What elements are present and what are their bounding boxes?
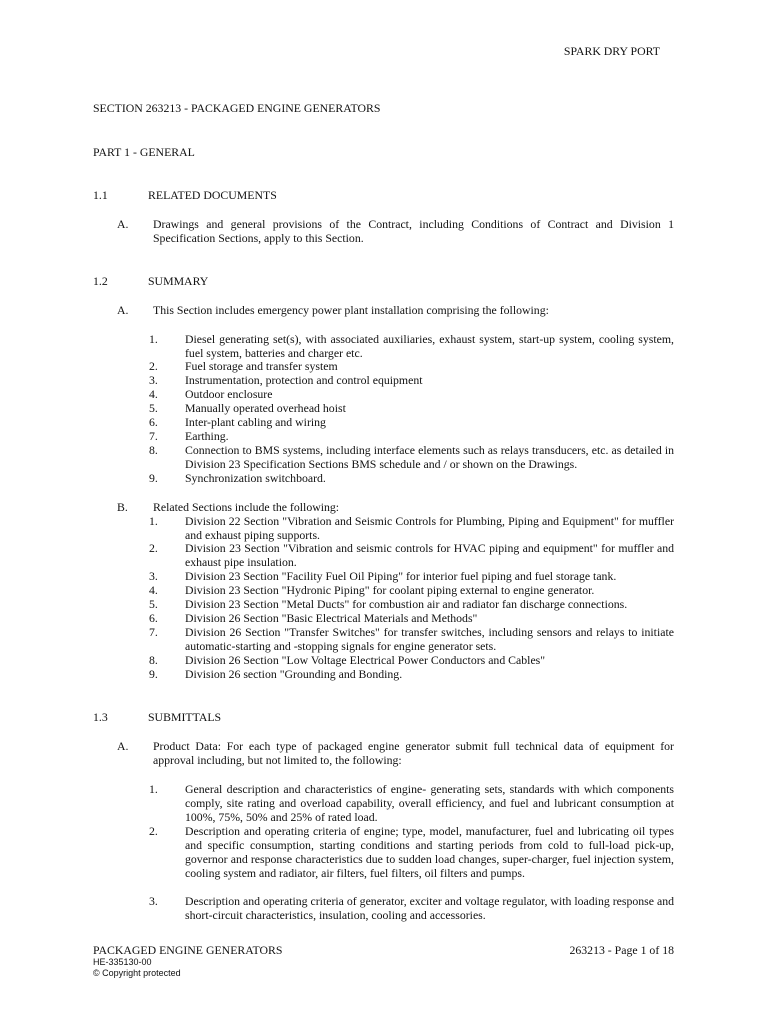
paragraph-text: Related Sections include the following: <box>153 500 340 514</box>
item-number: 9. <box>149 471 158 485</box>
item-number: 5. <box>149 401 158 415</box>
item-number: 3. <box>149 569 158 583</box>
item-number: 1. <box>149 782 158 796</box>
paragraph-text: This Section includes emergency power plant installation comprising the following: <box>153 303 549 317</box>
article-title: SUMMARY <box>148 274 209 288</box>
footer-page-number: 263213 - Page 1 of 18 <box>569 943 674 957</box>
item-text: Connection to BMS systems, including interface elements such as relays transducers, etc. as detailed in Division 23 Specification Sections BMS schedule and / or shown on the Drawings. <box>185 443 674 471</box>
section-title: SECTION 263213 - PACKAGED ENGINE GENERATORS <box>93 101 381 115</box>
item-number: 5. <box>149 597 158 611</box>
item-number: 4. <box>149 583 158 597</box>
item-number: 8. <box>149 443 158 457</box>
item-number: 6. <box>149 611 158 625</box>
item-text: Division 23 Section "Hydronic Piping" for coolant piping external to engine generator. <box>185 583 595 597</box>
paragraph-letter: B. <box>117 500 128 514</box>
item-number: 6. <box>149 415 158 429</box>
item-text: Division 26 Section "Basic Electrical Materials and Methods" <box>185 611 478 625</box>
item-number: 7. <box>149 429 158 443</box>
part-title: PART 1 - GENERAL <box>93 145 195 159</box>
item-text: Division 23 Section "Metal Ducts" for combustion air and radiator fan discharge connections. <box>185 597 628 611</box>
item-text: Division 26 Section "Low Voltage Electrical Power Conductors and Cables" <box>185 653 546 667</box>
item-number: 1. <box>149 514 158 528</box>
item-number: 7. <box>149 625 158 639</box>
item-text: Description and operating criteria of engine; type, model, manufacturer, fuel and lubricating oil types and specific consumption, starting conditions and starting periods from cold to full-load pick-up, governor and response characteristics due to sudden load changes, super-charger, fuel injection system, cooling system and radiator, air filters, fuel filters, oil filters and pumps. <box>185 824 674 880</box>
paragraph-letter: A. <box>117 303 129 317</box>
item-number: 2. <box>149 824 158 838</box>
item-text: Diesel generating set(s), with associated auxiliaries, exhaust system, start-up system, cooling system, fuel system, batteries and charger etc. <box>185 332 674 360</box>
article-title: RELATED DOCUMENTS <box>148 188 277 202</box>
footer-copyright: © Copyright protected <box>93 968 181 978</box>
article-title: SUBMITTALS <box>148 710 222 724</box>
article-number: 1.2 <box>93 274 108 288</box>
paragraph-letter: A. <box>117 217 129 231</box>
project-name: SPARK DRY PORT <box>563 44 660 58</box>
item-text: Description and operating criteria of generator, exciter and voltage regulator, with loading response and short-circuit characteristics, insulation, cooling and accessories. <box>185 894 674 922</box>
footer-section-name: PACKAGED ENGINE GENERATORS <box>93 943 283 957</box>
item-text: Manually operated overhead hoist <box>185 401 346 415</box>
item-text: Division 26 Section "Transfer Switches" for transfer switches, including sensors and relays to initiate automatic-starting and -stopping signals for engine generator sets. <box>185 625 674 653</box>
paragraph-letter: A. <box>117 739 129 753</box>
paragraph-text: Drawings and general provisions of the Contract, including Conditions of Contract and Division 1 Specification Sections, apply to this Section. <box>153 217 674 245</box>
paragraph-text: Product Data: For each type of packaged engine generator submit full technical data of equipment for approval including, but not limited to, the following: <box>153 739 674 767</box>
item-text: Division 22 Section "Vibration and Seismic Controls for Plumbing, Piping and Equipment" for muffler and exhaust piping supports. <box>185 514 674 542</box>
article-number: 1.1 <box>93 188 108 202</box>
item-number: 1. <box>149 332 158 346</box>
item-number: 2. <box>149 359 158 373</box>
item-text: Division 23 Section "Facility Fuel Oil Piping" for interior fuel piping and fuel storage tank. <box>185 569 617 583</box>
item-text: General description and characteristics of engine- generating sets, standards with which components comply, site rating and overload capability, overall efficiency, and fuel and lubricant consumption at 100%, 75%, 50% and 25% of rated load. <box>185 782 674 824</box>
item-text: Division 23 Section "Vibration and seismic controls for HVAC piping and equipment" for muffler and exhaust pipe insulation. <box>185 541 674 569</box>
item-number: 3. <box>149 894 158 908</box>
item-text: Instrumentation, protection and control equipment <box>185 373 423 387</box>
item-text: Earthing. <box>185 429 229 443</box>
item-number: 9. <box>149 667 158 681</box>
item-text: Fuel storage and transfer system <box>185 359 338 373</box>
item-text: Synchronization switchboard. <box>185 471 326 485</box>
item-number: 4. <box>149 387 158 401</box>
item-number: 8. <box>149 653 158 667</box>
item-text: Outdoor enclosure <box>185 387 273 401</box>
article-number: 1.3 <box>93 710 108 724</box>
item-text: Division 26 section "Grounding and Bonding. <box>185 667 403 681</box>
item-text: Inter-plant cabling and wiring <box>185 415 326 429</box>
item-number: 2. <box>149 541 158 555</box>
footer-document-code: HE-335130-00 <box>93 957 152 967</box>
item-number: 3. <box>149 373 158 387</box>
